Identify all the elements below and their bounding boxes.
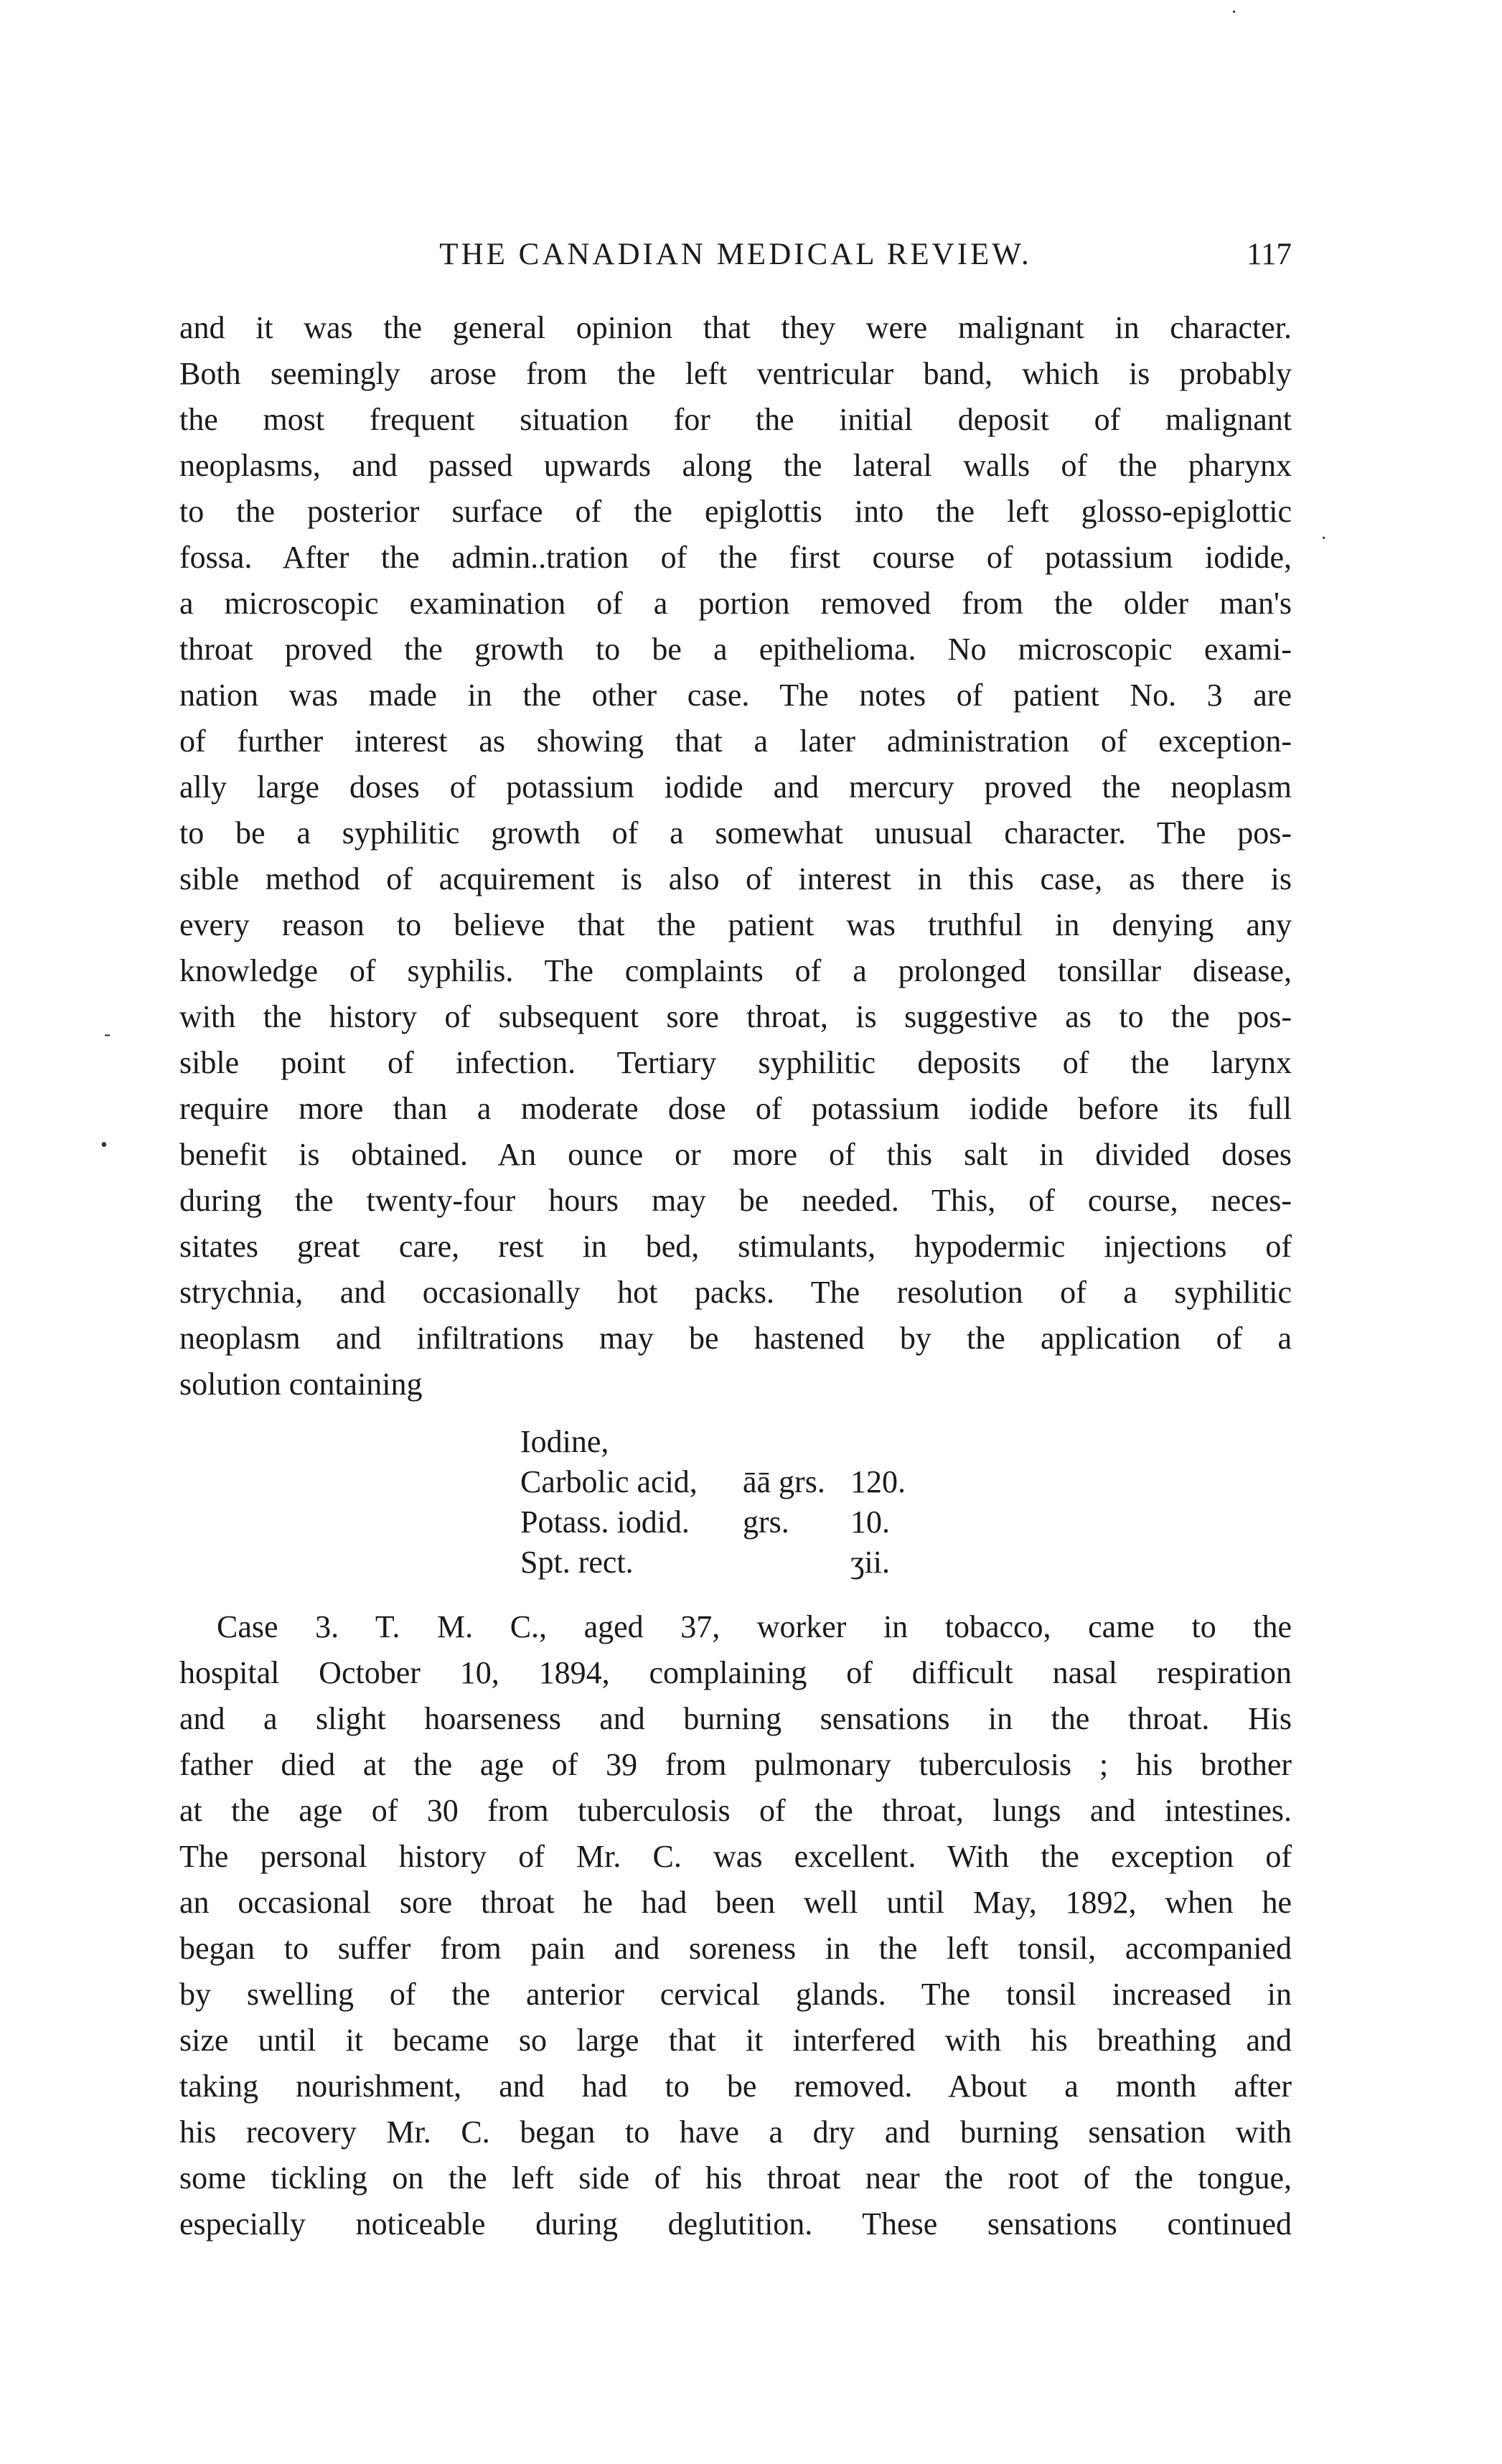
text-line: sible point of infection. Tertiary syphilitic deposits of the larynx [179, 1045, 1292, 1080]
formula-row [520, 1462, 980, 1502]
margin-speck: · [1320, 528, 1328, 550]
margin-speck: · [1231, 1, 1238, 24]
text-line: fossa. After the admin..tration of the first course of potassium iodide, [179, 540, 1292, 575]
text-line: his recovery Mr. C. began to have a dry and burning sensation with [179, 2114, 1292, 2150]
body-text [179, 305, 1292, 2247]
text-line: during the twenty-four hours may be needed. This, of course, neces- [179, 1183, 1292, 1218]
text-line: hospital October 10, 1894, complaining of difficult nasal respiration [179, 1655, 1292, 1690]
margin-speck: - [104, 1023, 111, 1045]
text-line: neoplasms, and passed upwards along the lateral walls of the pharynx [179, 448, 1292, 483]
prescription-formula [520, 1422, 980, 1583]
ingredient-quantity: 10. [850, 1504, 890, 1540]
text-line: to be a syphilitic growth of a somewhat unusual character. The pos- [179, 815, 1292, 851]
text-line: began to suffer from pain and soreness in the left tonsil, accompanied [179, 1931, 1292, 1966]
text-line: of further interest as showing that a later administration of exception- [179, 723, 1292, 759]
text-line: to the posterior surface of the epiglottis into the left glosso-epiglottic [179, 494, 1292, 529]
text-line: some tickling on the left side of his throat near the root of the tongue, [179, 2160, 1292, 2196]
text-line: an occasional sore throat he had been well until May, 1892, when he [179, 1885, 1292, 1920]
formula-row [520, 1542, 980, 1583]
ingredient-quantity: 120. [850, 1464, 906, 1499]
ingredient-quantity: ʒii. [850, 1545, 890, 1580]
text-line: Case 3. T. M. C., aged 37, worker in tobacco, came to the [217, 1609, 1292, 1644]
text-line: taking nourishment, and had to be removed. About a month after [179, 2069, 1292, 2104]
formula-row [520, 1502, 980, 1542]
text-line: and a slight hoarseness and burning sensations in the throat. His [179, 1701, 1292, 1736]
text-line: nation was made in the other case. The notes of patient No. 3 are [179, 678, 1292, 713]
ingredient-name: Spt. rect. [520, 1545, 634, 1580]
ingredient-unit: āā grs. [743, 1464, 825, 1499]
text-line: throat proved the growth to be a epithelioma. No microscopic exami- [179, 632, 1292, 667]
text-line: every reason to believe that the patient was truthful in denying any [179, 907, 1292, 942]
text-line: sitates great care, rest in bed, stimulants, hypodermic injections of [179, 1229, 1292, 1264]
text-line: strychnia, and occasionally hot packs. The resolution of a syphilitic [179, 1275, 1292, 1310]
text-line: at the age of 30 from tuberculosis of the throat, lungs and intestines. [179, 1793, 1292, 1828]
ingredient-name: Potass. iodid. [520, 1504, 690, 1540]
paragraph-1 [179, 305, 1292, 1407]
page-number: 117 [1247, 238, 1292, 271]
text-line: require more than a moderate dose of potassium iodide before its full [179, 1091, 1292, 1126]
text-line: sible method of acquirement is also of interest in this case, as there is [179, 861, 1292, 896]
ingredient-unit [743, 1422, 850, 1462]
text-line: and it was the general opinion that they were malignant in character. [179, 310, 1292, 345]
text-line: ally large doses of potassium iodide and mercury proved the neoplasm [179, 769, 1292, 805]
text-line: a microscopic examination of a portion removed from the older man's [179, 586, 1292, 621]
margin-speck: • [100, 1134, 108, 1156]
text-line: solution containing [179, 1367, 423, 1402]
text-line: the most frequent situation for the initial deposit of malignant [179, 402, 1292, 437]
text-line: size until it became so large that it interfered with his breathing and [179, 2023, 1292, 2058]
text-line: benefit is obtained. An ounce or more of this salt in divided doses [179, 1137, 1292, 1172]
text-line: Both seemingly arose from the left ventricular band, which is probably [179, 356, 1292, 391]
text-line: father died at the age of 39 from pulmonary tuberculosis ; his brother [179, 1747, 1292, 1782]
ingredient-unit [743, 1542, 850, 1583]
ingredient-unit: grs. [743, 1504, 789, 1540]
text-line: by swelling of the anterior cervical glands. The tonsil increased in [179, 1977, 1292, 2012]
ingredient-name: Carbolic acid, [520, 1464, 698, 1499]
ingredient-quantity [850, 1422, 980, 1462]
text-line: The personal history of Mr. C. was excellent. With the exception of [179, 1839, 1292, 1874]
journal-title: THE CANADIAN MEDICAL REVIEW. [439, 238, 1032, 271]
paragraph-2 [179, 1604, 1292, 2247]
text-line: knowledge of syphilis. The complaints of a prolonged tonsillar disease, [179, 953, 1292, 988]
text-line: especially noticeable during deglutition. These sensations continued [179, 2206, 1292, 2242]
formula-row [520, 1422, 980, 1462]
ingredient-name: Iodine, [520, 1424, 609, 1459]
running-header [179, 237, 1292, 280]
text-line: with the history of subsequent sore throat, is suggestive as to the pos- [179, 999, 1292, 1034]
text-line: neoplasm and infiltrations may be hastened by the application of a [179, 1321, 1292, 1356]
